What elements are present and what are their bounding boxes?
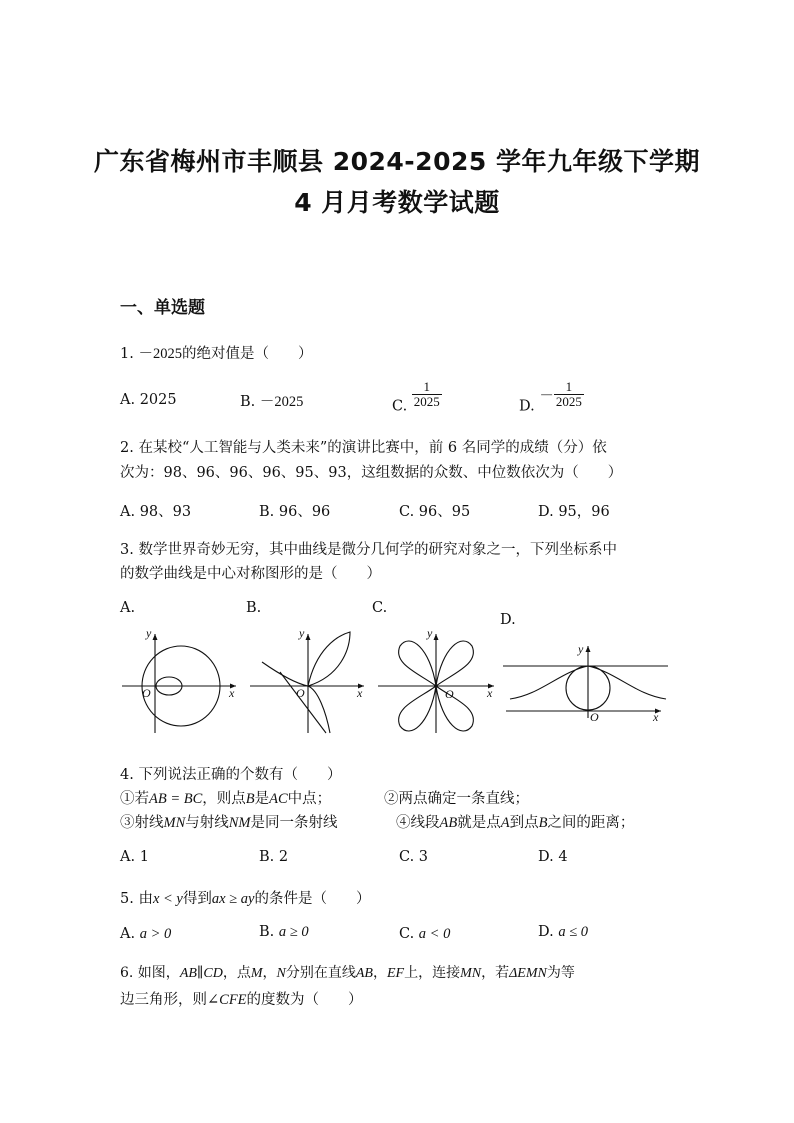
question-3-line-2: 的数学曲线是中心对称图形的是（ ） [120,566,381,582]
math: ΔEMN [509,966,547,981]
question-4-statement-4 [396,811,634,832]
math: NM [228,815,251,831]
figure-a-y-arrow [153,634,158,640]
question-4-statement-3 [120,811,338,832]
text: 得到 [182,891,212,907]
text: 之间的距离； [547,815,635,831]
question-2-line-2: 次为：98、96、96、96、95、93，这组数据的众数、中位数依次为（ ） [120,465,623,481]
math: M [250,966,263,981]
figure-c-petal-upper-right [436,641,473,686]
question-6-line-1 [120,962,575,982]
math: B [245,791,255,807]
text: 上，连接 [404,965,461,981]
q5-option-c [399,926,450,943]
q5-option-a [120,926,171,943]
figure-c-y-label: y [427,626,433,640]
text: ， [262,965,277,981]
text: ，若 [481,965,510,981]
text: ③射线 [120,815,164,831]
option-value: a ≤ 0 [558,924,589,940]
q5-option-d [538,924,588,941]
math: AB [439,815,458,831]
figure-b-x-label: x [357,686,363,700]
option-label: D. [519,398,535,415]
figure-b-y-arrow [306,634,311,640]
text: 5. 由 [120,891,153,907]
option-label: C. [399,926,415,942]
figure-a-x-label: x [229,686,235,700]
figure-a-y-label: y [146,626,152,640]
q3-option-d-label: D. [500,612,516,628]
option-label: B. [240,394,256,410]
math: MN [460,966,482,981]
text: 为等 [546,965,575,981]
text: ，则点 [202,791,246,807]
q4-option-c: C. 3 [399,849,429,865]
option-label: D. [538,924,554,940]
question-4-statement-1 [120,787,331,808]
math: B [538,815,548,831]
figure-d-graph [503,642,668,724]
figure-c-petal-upper-left [399,641,436,686]
q2-option-c: C. 96、95 [399,504,471,520]
text: ④线段 [396,815,440,831]
text: 到点 [509,815,539,831]
figure-a-graph [122,626,236,733]
fraction-numerator: 1 [554,380,584,395]
document-title-line-1: 广东省梅州市丰顺县 2024-2025 学年九年级下学期 [94,147,700,176]
figure-a-origin-label: O [142,686,151,700]
math: ax ≥ ay [211,891,255,907]
figure-c-origin-label: O [445,687,454,701]
math: AB [355,966,373,981]
text: 6. 如图， [120,965,180,981]
math: A [500,815,510,831]
figure-b-y-label: y [299,626,305,640]
section-heading: 一、单选题 [120,298,205,318]
q4-option-d: D. 4 [538,849,568,865]
q2-option-a: A. 98、93 [120,504,192,520]
math: x < y [152,891,183,907]
figure-c-graph [378,626,494,733]
q5-option-b [259,924,309,941]
q3-option-c-label: C. [372,600,388,616]
q2-option-b: B. 96、96 [259,504,331,520]
option-value: a ≥ 0 [278,924,309,940]
question-number: 1. [120,346,134,362]
text: ①若 [120,791,149,807]
figure-c-petal-lower-left [399,686,436,731]
q4-option-a: A. 1 [120,849,149,865]
text: 分别在直线 [285,965,356,981]
text: ， [372,965,387,981]
figure-c-x-label: x [487,686,493,700]
math: N [276,966,286,981]
text: 的条件是（ ） [254,891,371,907]
minus-sign: － [539,388,554,405]
math: ∠CFE [207,992,247,1008]
figure-d-y-label: y [578,642,584,656]
question-4-stem: 4. 下列说法正确的个数有（ ） [120,767,342,783]
text: 的度数为（ ） [246,992,363,1008]
math: AB = BC [149,791,203,807]
question-1-value: －2025 [138,346,182,362]
figure-b-graph [250,626,364,733]
text: 边三角形，则 [120,992,207,1008]
fraction-denominator: 2025 [413,394,440,409]
option-label: A. [120,926,136,942]
document-title-line-2: 4 月月考数学试题 [294,188,500,217]
question-6-line-2 [120,988,363,1009]
q2-option-d: D. 95，96 [538,504,610,520]
q1-option-a: A. 2025 [120,392,177,408]
question-2-line-1: 2. 在某校“人工智能与人类未来”的演讲比赛中，前 6 名同学的成绩（分）依 [120,440,607,456]
math: EF [386,966,405,981]
q3-option-a-label: A. [120,600,136,616]
figure-c-petal-lower-right [436,686,473,731]
option-value: －2025 [259,394,304,410]
question-1-text: 的绝对值是（ ） [181,346,313,362]
figure-b-loop [308,632,350,686]
figure-d-y-arrow [586,646,591,652]
q4-option-b: B. 2 [259,849,289,865]
figure-b-origin-label: O [296,686,305,700]
question-3-line-1: 3. 数学世界奇妙无穷，其中曲线是微分几何学的研究对象之一，下列坐标系中 [120,542,617,558]
text: 与射线 [185,815,229,831]
fraction-denominator: 2025 [555,394,582,409]
text: 是 [254,791,270,807]
question-4-statement-2: ②两点确定一条直线； [384,791,529,807]
option-value: a < 0 [418,926,451,942]
text: ，点 [222,965,251,981]
figure-d-x-label: x [653,710,659,724]
question-5-stem [120,887,370,908]
math: MN [163,815,186,831]
math: AB∥CD [179,966,223,981]
figure-c-y-arrow [434,634,439,640]
math: AC [269,791,288,807]
fraction-numerator: 1 [412,380,442,395]
option-value: a > 0 [139,926,172,942]
option-label: C. [392,398,408,415]
option-label: B. [259,924,275,940]
figure-d-origin-label: O [590,710,599,724]
text: 是同一条射线 [250,815,338,831]
text: 就是点 [457,815,501,831]
q3-option-b-label: B. [246,600,262,616]
text: 中点； [287,791,332,807]
